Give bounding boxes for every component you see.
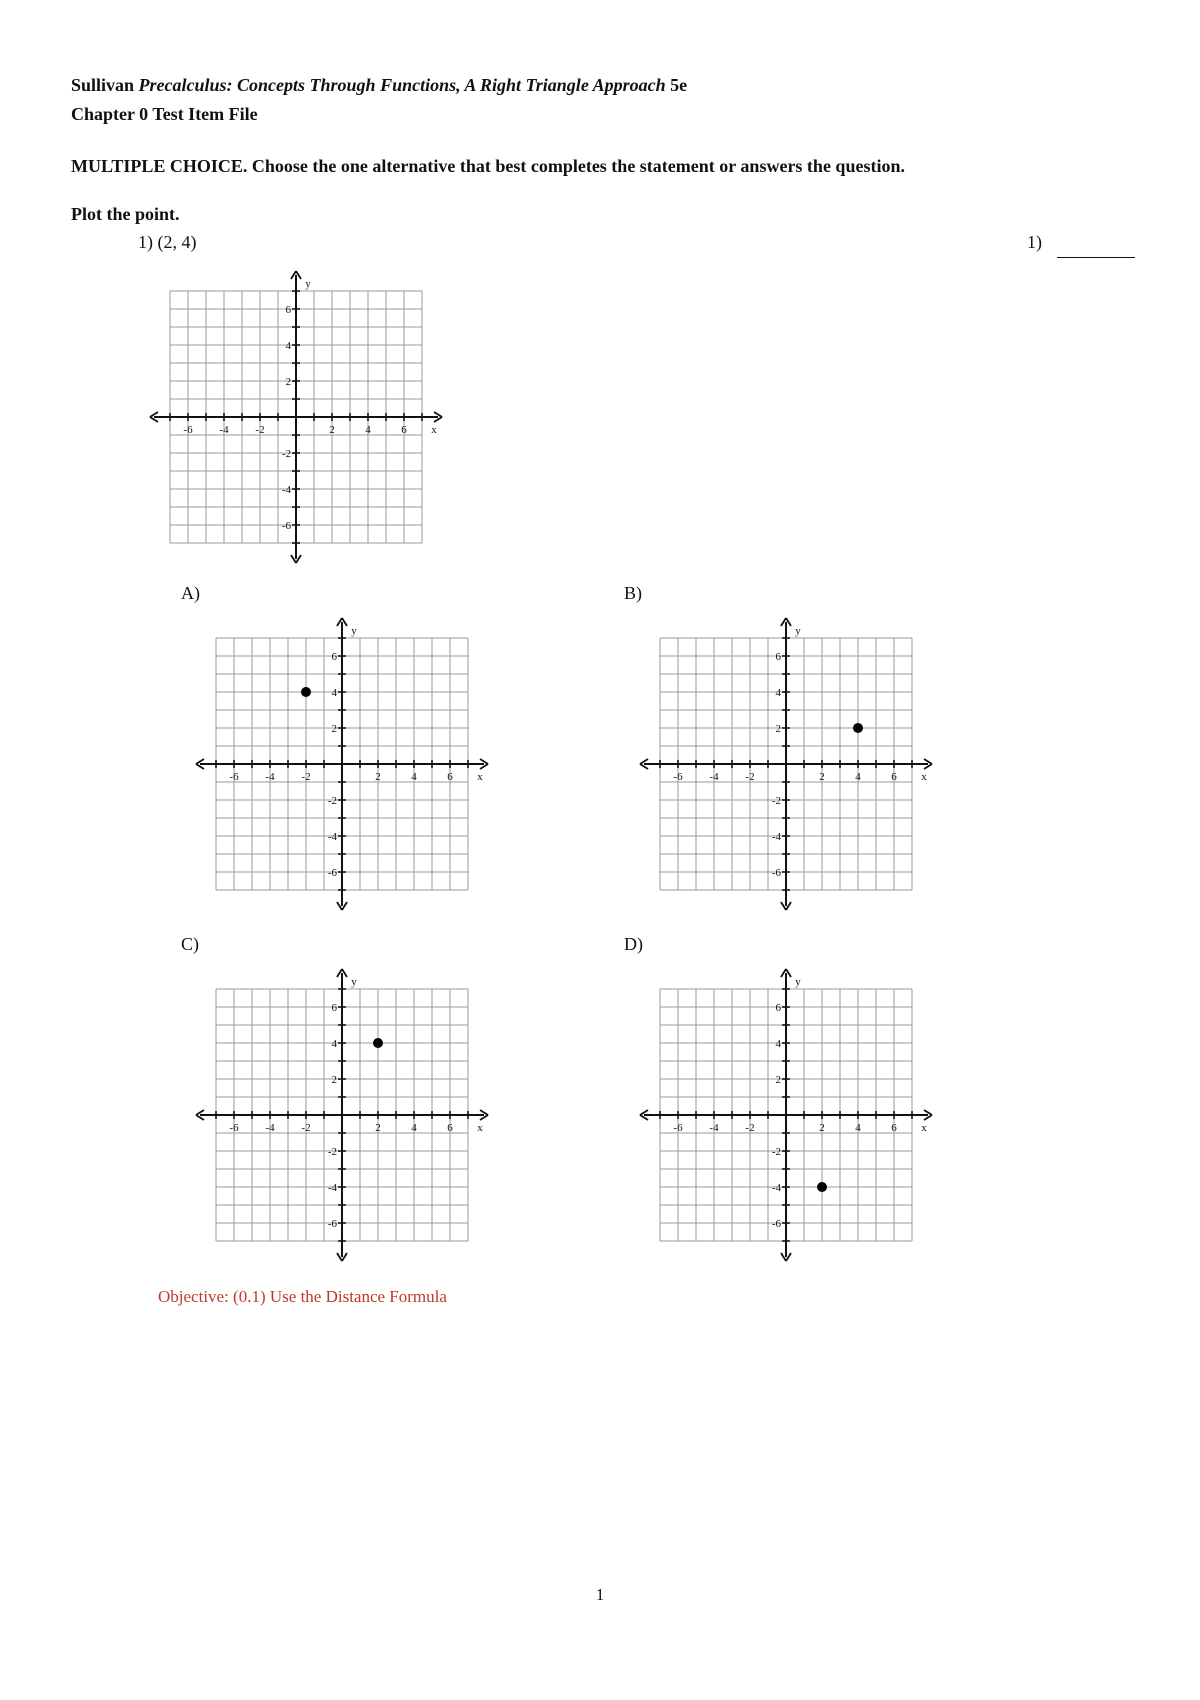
page-number: 1	[595, 1585, 605, 1604]
y-tick-label: 6	[331, 1002, 337, 1014]
x-tick-label: 6	[447, 1122, 453, 1134]
y-tick-label: -2	[771, 1146, 781, 1158]
y-tick-label: -2	[281, 448, 291, 460]
x-tick-label: -2	[255, 424, 265, 436]
x-tick-label: 4	[411, 771, 417, 783]
x-tick-label: 2	[819, 771, 825, 783]
axes	[196, 618, 488, 910]
y-tick-label: -2	[327, 795, 337, 807]
y-tick-label: 2	[331, 1074, 337, 1086]
y-tick-label: -4	[327, 831, 337, 843]
option-c-label[interactable]: C)	[181, 934, 199, 954]
x-tick-label: -6	[673, 771, 683, 783]
book-title-line	[71, 75, 687, 96]
axes	[640, 618, 932, 910]
y-tick-label: 6	[775, 1002, 781, 1014]
x-tick-label: -6	[229, 771, 239, 783]
y-axis-label: y	[305, 278, 311, 290]
option-a-graph[interactable]	[198, 604, 508, 924]
y-tick-label: 2	[331, 723, 337, 735]
x-axis-label: x	[921, 771, 927, 783]
option-a-label[interactable]: A)	[181, 583, 200, 603]
plotted-point	[301, 687, 311, 697]
y-tick-label: -6	[281, 520, 291, 532]
y-tick-label: -4	[771, 831, 781, 843]
x-tick-label: -4	[709, 1122, 719, 1134]
option-b-label[interactable]: B)	[624, 583, 642, 603]
x-tick-label: 6	[891, 771, 897, 783]
chapter-subtitle: Chapter 0 Test Item File	[71, 104, 258, 124]
plotted-point	[817, 1182, 827, 1192]
y-tick-label: 4	[775, 687, 781, 699]
option-d-graph[interactable]	[642, 955, 952, 1275]
y-tick-label: 6	[331, 651, 337, 663]
y-tick-label: 4	[775, 1038, 781, 1050]
y-tick-label: 4	[331, 1038, 337, 1050]
x-tick-label: -4	[709, 771, 719, 783]
option-b-graph[interactable]	[642, 604, 952, 924]
option-c-graph[interactable]	[198, 955, 508, 1275]
y-tick-label: -2	[327, 1146, 337, 1158]
x-tick-label: 2	[329, 424, 335, 436]
answer-blank[interactable]	[1057, 238, 1135, 258]
y-tick-label: -6	[771, 867, 781, 879]
x-tick-label: 2	[375, 1122, 381, 1134]
y-tick-label: -4	[771, 1182, 781, 1194]
y-tick-label: 4	[331, 687, 337, 699]
y-tick-label: 4	[285, 340, 291, 352]
question-graph	[152, 257, 462, 577]
x-tick-label: -6	[673, 1122, 683, 1134]
x-tick-label: -6	[183, 424, 193, 436]
x-axis-label: x	[477, 1122, 483, 1134]
author-name: Sullivan	[71, 75, 135, 95]
x-tick-label: -2	[301, 771, 311, 783]
x-tick-label: 6	[447, 771, 453, 783]
instructions: MULTIPLE CHOICE. Choose the one alternative that best completes the statement or answers the question.	[71, 156, 905, 176]
y-tick-label: -6	[327, 1218, 337, 1230]
x-tick-label: 4	[855, 771, 861, 783]
x-tick-label: 2	[375, 771, 381, 783]
y-axis-label: y	[351, 976, 357, 988]
x-tick-label: -4	[265, 1122, 275, 1134]
x-tick-label: 4	[365, 424, 371, 436]
x-tick-label: 6	[401, 424, 407, 436]
objective-note: Objective: (0.1) Use the Distance Formula	[158, 1287, 447, 1306]
plotted-point	[853, 723, 863, 733]
book-title: Precalculus: Concepts Through Functions, A Right Triangle Approach	[138, 75, 666, 95]
x-tick-label: 4	[411, 1122, 417, 1134]
y-tick-label: 6	[775, 651, 781, 663]
axes	[196, 969, 488, 1261]
y-tick-label: -6	[771, 1218, 781, 1230]
x-tick-label: -2	[745, 1122, 755, 1134]
y-tick-label: 6	[285, 304, 291, 316]
y-axis-label: y	[795, 625, 801, 637]
y-tick-label: -6	[327, 867, 337, 879]
y-tick-label: 2	[285, 376, 291, 388]
x-tick-label: -2	[301, 1122, 311, 1134]
x-axis-label: x	[921, 1122, 927, 1134]
y-tick-label: -4	[327, 1182, 337, 1194]
y-axis-label: y	[795, 976, 801, 988]
plotted-point	[373, 1038, 383, 1048]
x-tick-label: -4	[219, 424, 229, 436]
y-tick-label: -4	[281, 484, 291, 496]
axes	[640, 969, 932, 1261]
y-tick-label: 2	[775, 723, 781, 735]
section-heading: Plot the point.	[71, 204, 180, 224]
y-tick-label: -2	[771, 795, 781, 807]
x-tick-label: -2	[745, 771, 755, 783]
x-tick-label: -4	[265, 771, 275, 783]
x-axis-label: x	[431, 424, 437, 436]
x-tick-label: 2	[819, 1122, 825, 1134]
y-tick-label: 2	[775, 1074, 781, 1086]
x-tick-label: 6	[891, 1122, 897, 1134]
x-axis-label: x	[477, 771, 483, 783]
x-tick-label: -6	[229, 1122, 239, 1134]
axes	[150, 271, 442, 563]
option-d-label[interactable]: D)	[624, 934, 643, 954]
edition: 5e	[670, 75, 688, 95]
answer-label: 1)	[1027, 232, 1042, 252]
y-axis-label: y	[351, 625, 357, 637]
x-tick-label: 4	[855, 1122, 861, 1134]
question-prompt: 1) (2, 4)	[138, 232, 197, 252]
